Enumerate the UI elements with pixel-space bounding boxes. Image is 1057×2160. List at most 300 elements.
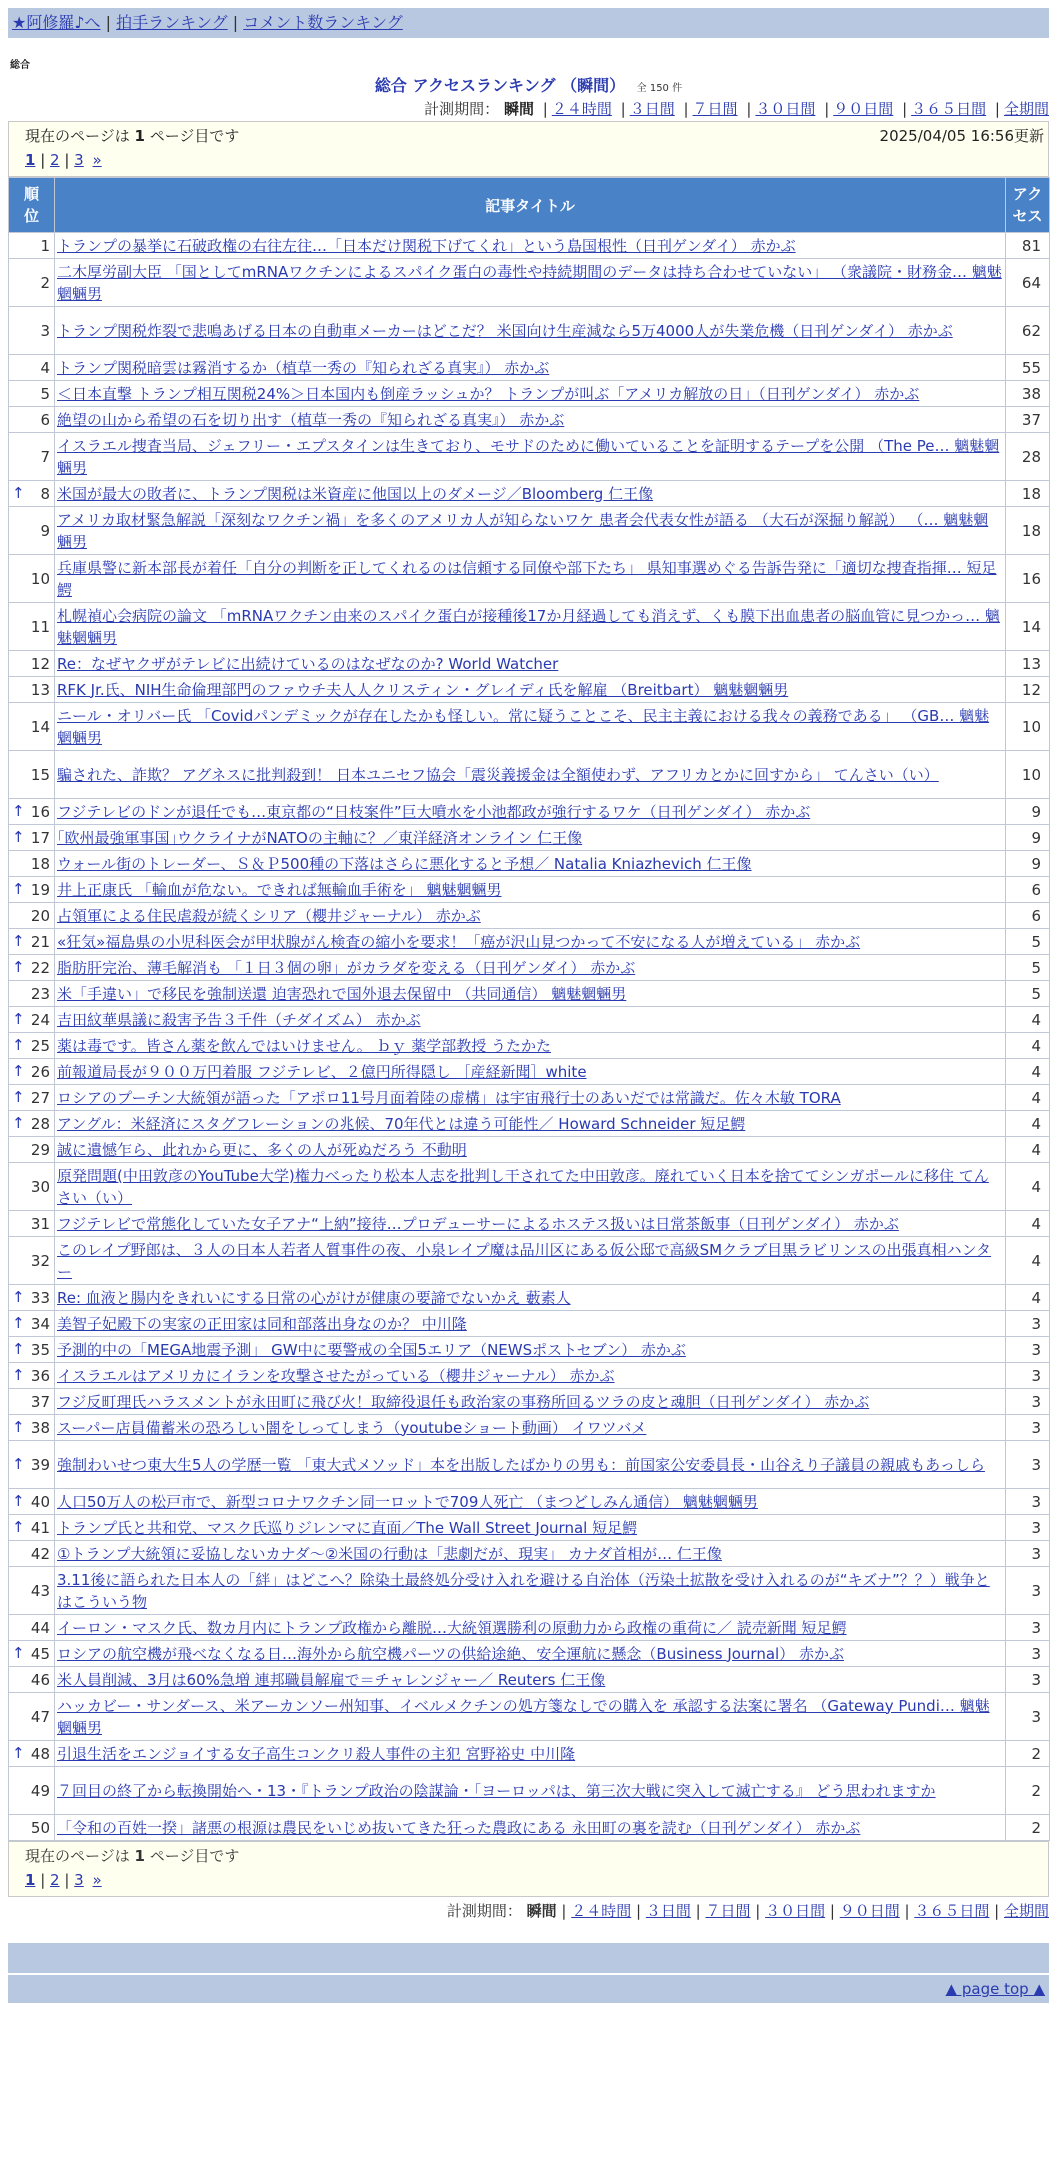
- rank-cell: [9, 1033, 55, 1059]
- rank-cell: [9, 1693, 55, 1741]
- nav-comment-ranking-link[interactable]: コメント数ランキング: [243, 13, 403, 32]
- rank-up-arrow-icon: ↑: [12, 1454, 25, 1473]
- ranking-table-body: [9, 233, 1050, 1841]
- rank-cell: [9, 1667, 55, 1693]
- article-title-link[interactable]: アングル：米経済にスタグフレーションの兆候、70年代とは違う可能性／ Howard Schneider 短足鰐: [57, 1114, 746, 1133]
- title-cell: [55, 929, 1006, 955]
- table-row: [9, 1415, 1050, 1441]
- table-row: [9, 1311, 1050, 1337]
- title-cell: [55, 1641, 1006, 1667]
- title-cell: [55, 799, 1006, 825]
- rank-cell: [9, 1415, 55, 1441]
- table-row: [9, 1615, 1050, 1641]
- article-title-link[interactable]: 米人員削減、3月は60%急増 連邦職員解雇で＝チャレンジャー／ Reuters 仁王像: [57, 1670, 606, 1689]
- page-top-link[interactable]: ▲ page top ▲: [945, 1980, 1045, 1998]
- rank-number: 42: [30, 1544, 50, 1563]
- rank-up-arrow-icon: ↑: [12, 827, 25, 846]
- title-cell: [55, 1615, 1006, 1641]
- section-label: 総合: [10, 60, 30, 71]
- article-title-link[interactable]: 美智子妃殿下の実家の正田家は同和部落出身なのか？ 中川隆: [57, 1314, 467, 1333]
- period-link-90d[interactable]: ９０日間: [839, 1902, 900, 1920]
- rank-number: 44: [30, 1618, 50, 1637]
- rank-cell: [9, 1363, 55, 1389]
- title-cell: [55, 1815, 1006, 1841]
- access-count: 4: [1006, 1111, 1050, 1137]
- rank-cell: [9, 929, 55, 955]
- rank-number: 22: [30, 958, 50, 977]
- access-count: 3: [1006, 1541, 1050, 1567]
- access-count: 81: [1006, 233, 1050, 259]
- rank-cell: [9, 555, 55, 603]
- rank-number: 23: [30, 984, 50, 1003]
- access-count: 4: [1006, 1163, 1050, 1211]
- table-row: [9, 481, 1050, 507]
- period-current: 瞬間: [503, 100, 534, 118]
- article-title-link[interactable]: 人口50万人の松戸市で、新型コロナワクチン同一ロットで709人死亡 （まつどしみん通信） 魑魅魍魎男: [57, 1492, 758, 1511]
- rank-number: 47: [30, 1707, 50, 1726]
- rank-cell: [9, 1211, 55, 1237]
- title-cell: [55, 1541, 1006, 1567]
- table-row: [9, 1441, 1050, 1489]
- rank-cell: [9, 1815, 55, 1841]
- rank-number: 1: [40, 236, 50, 255]
- rank-cell: [9, 407, 55, 433]
- article-title-link[interactable]: 兵庫県警に新本部長が着任「自分の判断を正してくれるのは信頼する同僚や部下たち」 県知事選めぐる告訴告発に「適切な捜査指揮… 短足鰐: [57, 558, 997, 599]
- table-row: [9, 825, 1050, 851]
- article-title-link[interactable]: 誠に遺憾乍ら、此れから更に、多くの人が死ぬだろう 不動明: [57, 1140, 467, 1159]
- table-row: [9, 1285, 1050, 1311]
- article-title-link[interactable]: 占領軍による住民虐殺が続くシリア（櫻井ジャーナル） 赤かぶ: [57, 906, 481, 925]
- title-cell: [55, 1441, 1006, 1489]
- access-count: 16: [1006, 555, 1050, 603]
- title-cell: [55, 1415, 1006, 1441]
- rank-number: 28: [30, 1114, 50, 1133]
- rank-cell: [9, 1007, 55, 1033]
- access-count: 3: [1006, 1415, 1050, 1441]
- access-count: 62: [1006, 307, 1050, 355]
- title-cell: [55, 955, 1006, 981]
- page-suffix: ページ目です: [149, 127, 240, 145]
- rank-up-arrow-icon: ↑: [12, 1417, 25, 1436]
- pager-bottom: [8, 1841, 1049, 1897]
- rank-cell: [9, 1389, 55, 1415]
- rank-up-arrow-icon: ↑: [12, 1517, 25, 1536]
- table-row: [9, 1489, 1050, 1515]
- article-title-link[interactable]: Re: 血液と腸内をきれいにする日常の心がけが健康の要諦でないかえ 藪素人: [57, 1288, 571, 1307]
- page-link-2[interactable]: 2: [50, 151, 60, 169]
- page-link-2[interactable]: 2: [50, 1871, 60, 1889]
- rank-up-arrow-icon: ↑: [12, 1313, 25, 1332]
- table-row: [9, 955, 1050, 981]
- access-count: 3: [1006, 1389, 1050, 1415]
- article-title-link[interactable]: フジ反町理氏ハラスメントが永田町に飛び火！取締役退任も政治家の事務所回るツラの皮と魂胆（日刊ゲンダイ） 赤かぶ: [57, 1392, 870, 1411]
- current-page-number: 1: [134, 127, 145, 145]
- period-link-7d[interactable]: ７日間: [692, 100, 738, 118]
- title-cell: [55, 481, 1006, 507]
- rank-up-arrow-icon: ↑: [12, 1061, 25, 1080]
- title-cell: [55, 1285, 1006, 1311]
- access-count: 4: [1006, 1237, 1050, 1285]
- article-title-link[interactable]: ロシアのプーチン大統領が語った「アポロ11号月面着陸の虚構」は宇宙飛行士のあいだでは常識だ。佐々木敏 TORA: [57, 1088, 841, 1107]
- title-cell: [55, 981, 1006, 1007]
- rank-cell: [9, 1741, 55, 1767]
- period-link-30d[interactable]: ３０日間: [765, 1902, 826, 1920]
- access-count: 3: [1006, 1515, 1050, 1541]
- article-title-link[interactable]: «狂気»福島県の小児科医会が甲状腺がん検査の縮小を要求！「癌が沢山見つかって不安になる人が増えている」 赤かぶ: [57, 932, 861, 951]
- table-row: [9, 1085, 1050, 1111]
- article-title-link[interactable]: アメリカ取材緊急解説「深刻なワクチン禍」を多くのアメリカ人が知らないワケ 患者会代表女性が語る （大石が深掘り解説） （… 魑魅魍魎男: [57, 510, 989, 551]
- rank-number: 16: [30, 802, 50, 821]
- rank-number: 34: [30, 1314, 50, 1333]
- ranking-title: [0, 75, 1057, 97]
- access-count: 4: [1006, 1085, 1050, 1111]
- article-title-link[interactable]: 薬は毒です。皆さん薬を飲んではいけません。 ｂｙ 薬学部教授 うたかた: [57, 1036, 552, 1055]
- table-row: [9, 1641, 1050, 1667]
- rank-number: 46: [30, 1670, 50, 1689]
- title-cell: [55, 259, 1006, 307]
- article-title-link[interactable]: 前報道局長が９００万円着服 フジテレビ、２億円所得隠し ［産経新聞］white: [57, 1062, 587, 1081]
- article-title-link[interactable]: Re：なぜヤクザがテレビに出続けているのはなぜなのか? World Watcher: [57, 654, 559, 673]
- period-link-3d[interactable]: ３日間: [645, 1902, 691, 1920]
- article-title-link[interactable]: トランプ関税炸裂で悲鳴あげる日本の自動車メーカーはどこだ？ 米国向け生産減なら5万4000人が失業危機（日刊ゲンダイ） 赤かぶ: [57, 321, 953, 340]
- pager-top: [8, 121, 1049, 177]
- period-label: 計測期間：: [424, 100, 500, 118]
- rank-cell: [9, 651, 55, 677]
- rank-number: 7: [40, 447, 50, 466]
- access-count: 5: [1006, 929, 1050, 955]
- nav-clap-ranking-link[interactable]: 拍手ランキング: [116, 13, 228, 32]
- article-title-link[interactable]: 「令和の百姓一揆」諸悪の根源は農民をいじめ抜いてきた狂った農政にある 永田町の裏を読む（日刊ゲンダイ） 赤かぶ: [57, 1818, 861, 1837]
- access-count: 10: [1006, 751, 1050, 799]
- rank-number: 8: [40, 484, 50, 503]
- table-row: [9, 233, 1050, 259]
- period-link-30d[interactable]: ３０日間: [755, 100, 816, 118]
- page-suffix: ページ目です: [149, 1847, 240, 1865]
- rank-up-arrow-icon: ↑: [12, 1087, 25, 1106]
- article-title-link[interactable]: ｢欧州最強軍事国｣ウクライナがNATOの主軸に？／東洋経済オンライン 仁王像: [57, 828, 583, 847]
- rank-up-arrow-icon: ↑: [12, 801, 25, 820]
- table-row: [9, 1137, 1050, 1163]
- access-count: 3: [1006, 1337, 1050, 1363]
- article-title-link[interactable]: ハッカビー・サンダース、米アーカンソー州知事、イベルメクチンの処方箋なしでの購入を 承認する法案に署名 （Gateway Pundi… 魑魅魍魎男: [57, 1696, 990, 1737]
- table-row: [9, 981, 1050, 1007]
- rank-cell: [9, 481, 55, 507]
- article-title-link[interactable]: 引退生活をエンジョイする女子高生コンクリ殺人事件の主犯 宮野裕史 中川隆: [57, 1744, 576, 1763]
- rank-cell: [9, 381, 55, 407]
- rank-up-arrow-icon: ↑: [12, 1339, 25, 1358]
- period-selector-bottom: 計測期間： 瞬間 | ２４時間 | ３日間 | ７日間 | ３０日間 | ９０日間 | ３６５日間 | 全期間: [446, 1902, 1049, 1920]
- rank-number: 12: [30, 654, 50, 673]
- rank-cell: [9, 1085, 55, 1111]
- table-row: [9, 1059, 1050, 1085]
- page-link-3[interactable]: 3: [74, 1871, 84, 1889]
- article-title-link[interactable]: スーパー店員備蓄米の恐ろしい闇をしってしまう（youtubeショート動画） イワツバメ: [57, 1418, 647, 1437]
- article-title-link[interactable]: 強制わいせつ東大生5人の学歴一覧 「東大式メソッド」本を出版したばかりの男も：前国家公安委員長・山谷えり子議員の親戚もあっしら: [57, 1455, 985, 1474]
- rank-number: 3: [40, 321, 50, 340]
- access-count: 4: [1006, 1007, 1050, 1033]
- current-page-text-bottom: [25, 1844, 1040, 1868]
- page-prefix: 現在のページは: [25, 1847, 130, 1865]
- article-title-link[interactable]: フジテレビのドンが退任でも…東京都の“日枝案件”巨大噴水を小池都政が強行するワケ（日刊ゲンダイ） 赤かぶ: [57, 802, 811, 821]
- article-title-link[interactable]: 札幌禎心会病院の論文 「mRNAワクチン由来のスパイク蛋白が接種後17か月経過しても消えず、くも膜下出血患者の脳血管に見つかっ… 魑魅魍魎男: [57, 606, 1000, 647]
- rank-number: 18: [30, 854, 50, 873]
- article-title-link[interactable]: ①トランプ大統領に妥協しないカナダ～②米国の行動は「悲劇だが、現実」 カナダ首相が… 仁王像: [57, 1544, 722, 1563]
- title-cell: [55, 851, 1006, 877]
- rank-number: 39: [30, 1455, 50, 1474]
- access-count: 3: [1006, 1489, 1050, 1515]
- rank-cell: [9, 981, 55, 1007]
- table-row: [9, 1211, 1050, 1237]
- rank-number: 30: [30, 1177, 50, 1196]
- period-link-90d[interactable]: ９０日間: [833, 100, 894, 118]
- page-link-1[interactable]: 1: [25, 1871, 36, 1889]
- article-title-link[interactable]: 吉田紋華県議に殺害予告３千件（チダイズム） 赤かぶ: [57, 1010, 421, 1029]
- title-cell: [55, 1567, 1006, 1615]
- article-title-link[interactable]: 予測的中の「MEGA地震予測」 GW中に要警戒の全国5エリア（NEWSポストセブン） 赤かぶ: [57, 1340, 686, 1359]
- access-count: 2: [1006, 1815, 1050, 1841]
- title-cell: [55, 1515, 1006, 1541]
- title-cell: [55, 1111, 1006, 1137]
- rank-cell: [9, 1541, 55, 1567]
- page-link-3[interactable]: 3: [74, 151, 84, 169]
- page-top-bar: [8, 1975, 1049, 2003]
- period-link-365d[interactable]: ３６５日間: [914, 1902, 990, 1920]
- title-cell: [55, 507, 1006, 555]
- nav-sep: |: [105, 13, 112, 32]
- article-title-link[interactable]: RFK Jr.氏、NIH生命倫理部門のファウチ夫人人クリスティン・グレイディ氏を解雇 （Breitbart） 魑魅魍魎男: [57, 680, 789, 699]
- rank-up-arrow-icon: ↑: [12, 1643, 25, 1662]
- article-title-link[interactable]: ロシアの航空機が飛べなくなる日…海外から航空機パーツの供給途絶、安全運航に懸念（Business Journal） 赤かぶ: [57, 1644, 844, 1663]
- rank-cell: [9, 799, 55, 825]
- access-count: 3: [1006, 1363, 1050, 1389]
- rank-number: 11: [30, 617, 50, 636]
- rank-number: 36: [30, 1366, 50, 1385]
- page-next-link[interactable]: »: [92, 151, 102, 169]
- title-cell: [55, 555, 1006, 603]
- ranking-title-text: 総合 アクセスランキング （瞬間）: [374, 76, 626, 95]
- page-links: 1 | 2 | 3 »: [25, 151, 102, 169]
- article-title-link[interactable]: 原発問題(中田敦彦のYouTube大学)権力べったり松本人志を批判し干されてた中田敦彦。廃れていく日本を捨ててシンガポールに移住 てんさい（い）: [57, 1166, 989, 1207]
- period-link-all[interactable]: 全期間: [1003, 1902, 1049, 1920]
- article-title-link[interactable]: 騙された、詐欺？ アグネスに批判殺到！ 日本ユニセフ協会「震災義援金は全額使わず、アフリカとかに回すから」 てんさい（い）: [57, 765, 939, 784]
- article-title-link[interactable]: フジテレビで常態化していた女子アナ“上納”接待…プロデューサーによるホステス扱いは日常茶飯事（日刊ゲンダイ） 赤かぶ: [57, 1214, 899, 1233]
- table-row: [9, 651, 1050, 677]
- article-title-link[interactable]: イスラエル捜査当局、ジェフリー・エプスタインは生きており、モサドのために働いていることを証明するテープを公開 （The Pe… 魑魅魍魎男: [57, 436, 1000, 477]
- rank-cell: [9, 1515, 55, 1541]
- rank-cell: [9, 877, 55, 903]
- rank-number: 37: [30, 1392, 50, 1411]
- rank-number: 19: [30, 880, 50, 899]
- access-count: 5: [1006, 955, 1050, 981]
- rank-cell: [9, 1059, 55, 1085]
- article-title-link[interactable]: イスラエルはアメリカにイランを攻撃させたがっている（櫻井ジャーナル） 赤かぶ: [57, 1366, 615, 1385]
- access-count: 4: [1006, 1033, 1050, 1059]
- rank-number: 50: [30, 1818, 50, 1837]
- article-title-link[interactable]: 絶望の山から希望の石を切り出す（植草一秀の『知られざる真実』） 赤かぶ: [57, 410, 565, 429]
- rank-number: 10: [30, 569, 50, 588]
- period-link-365d[interactable]: ３６５日間: [911, 100, 987, 118]
- period-link-24h[interactable]: ２４時間: [551, 100, 612, 118]
- table-row: [9, 1515, 1050, 1541]
- article-title-link[interactable]: 米国が最大の敗者に、トランプ関税は米資産に他国以上のダメージ／Bloomberg 仁王像: [57, 484, 654, 503]
- rank-cell: [9, 1441, 55, 1489]
- rank-number: 49: [30, 1781, 50, 1800]
- article-title-link[interactable]: 米「手違い」で移民を強制送還 迫害恐れで国外退去保留中 （共同通信） 魑魅魍魎男: [57, 984, 627, 1003]
- article-title-link[interactable]: トランプの暴挙に石破政権の右往左往…「日本だけ関税下げてくれ」という島国根性（日刊ゲンダイ） 赤かぶ: [57, 236, 796, 255]
- rank-cell: [9, 703, 55, 751]
- rank-number: 15: [30, 765, 50, 784]
- rank-cell: [9, 1311, 55, 1337]
- access-count: 37: [1006, 407, 1050, 433]
- page-link-1[interactable]: 1: [25, 151, 36, 169]
- table-row: [9, 1337, 1050, 1363]
- table-row: [9, 381, 1050, 407]
- title-cell: [55, 1741, 1006, 1767]
- rank-up-arrow-icon: ↑: [12, 1365, 25, 1384]
- title-cell: [55, 233, 1006, 259]
- table-row: [9, 1163, 1050, 1211]
- access-count: 4: [1006, 1285, 1050, 1311]
- title-cell: [55, 381, 1006, 407]
- rank-cell: [9, 355, 55, 381]
- rank-number: 17: [30, 828, 50, 847]
- article-title-link[interactable]: イーロン・マスク氏、数カ月内にトランプ政権から離脱…大統領選勝利の原動力から政権の重荷に／ 読売新聞 短足鰐: [57, 1618, 847, 1637]
- article-title-link[interactable]: 脂肪肝完治、薄毛解消も 「１日３個の卵」がカラダを変える（日刊ゲンダイ） 赤かぶ: [57, 958, 636, 977]
- article-title-link[interactable]: ＜日本直撃 トランプ相互関税24%＞日本国内も倒産ラッシュか？ トランプが叫ぶ「アメリカ解放の日」（日刊ゲンダイ） 赤かぶ: [57, 384, 920, 403]
- title-cell: [55, 651, 1006, 677]
- title-cell: [55, 1163, 1006, 1211]
- nav-sep: |: [232, 13, 239, 32]
- access-count: 3: [1006, 1311, 1050, 1337]
- table-row: [9, 1389, 1050, 1415]
- top-nav-bar: [8, 8, 1049, 38]
- table-row: [9, 751, 1050, 799]
- rank-cell: [9, 1111, 55, 1137]
- access-count: 28: [1006, 433, 1050, 481]
- table-row: [9, 1741, 1050, 1767]
- article-title-link[interactable]: ７回目の終了から転換開始へ・13・『トランプ政治の陰謀論・「ヨーロッパは、第三次大戦に突入して滅亡する』 どう思われますか: [57, 1781, 936, 1800]
- table-row: [9, 1815, 1050, 1841]
- access-count: 5: [1006, 981, 1050, 1007]
- article-title-link[interactable]: トランプ氏と共和党、マスク氏巡りジレンマに直面／The Wall Street Journal 短足鰐: [57, 1518, 638, 1537]
- period-link-all[interactable]: 全期間: [1003, 100, 1049, 118]
- rank-cell: [9, 307, 55, 355]
- rank-number: 33: [30, 1288, 50, 1307]
- col-rank-header: 順位: [9, 178, 55, 233]
- ranking-table: [8, 177, 1050, 1841]
- rank-cell: [9, 1641, 55, 1667]
- rank-number: 45: [30, 1644, 50, 1663]
- table-row: [9, 677, 1050, 703]
- title-cell: [55, 1211, 1006, 1237]
- access-count: 9: [1006, 799, 1050, 825]
- table-header-row: [9, 178, 1050, 233]
- article-title-link[interactable]: トランプ関税暗雲は霧消するか（植草一秀の『知られざる真実』） 赤かぶ: [57, 358, 550, 377]
- rank-number: 31: [30, 1214, 50, 1233]
- rank-up-arrow-icon: ↑: [12, 931, 25, 950]
- article-title-link[interactable]: ウォール街のトレーダー、Ｓ＆Ｐ500種の下落はさらに悪化すると予想／ Natalia Kniazhevich 仁王像: [57, 854, 752, 873]
- table-row: [9, 1693, 1050, 1741]
- table-row: [9, 407, 1050, 433]
- table-row: [9, 1111, 1050, 1137]
- rank-number: 29: [30, 1140, 50, 1159]
- title-cell: [55, 1337, 1006, 1363]
- title-cell: [55, 903, 1006, 929]
- title-cell: [55, 1085, 1006, 1111]
- rank-cell: [9, 903, 55, 929]
- table-row: [9, 877, 1050, 903]
- rank-number: 38: [30, 1418, 50, 1437]
- title-cell: [55, 1059, 1006, 1085]
- rank-number: 5: [40, 384, 50, 403]
- rank-up-arrow-icon: ↑: [12, 1035, 25, 1054]
- title-cell: [55, 355, 1006, 381]
- rank-number: 43: [30, 1581, 50, 1600]
- title-cell: [55, 1389, 1006, 1415]
- rank-cell: [9, 1489, 55, 1515]
- period-selector-top: 計測期間： 瞬間 | ２４時間 | ３日間 | ７日間 | ３０日間 | ９０日間 | ３６５日間 | 全期間: [424, 100, 1049, 118]
- access-count: 10: [1006, 703, 1050, 751]
- access-count: 18: [1006, 507, 1050, 555]
- period-link-3d[interactable]: ３日間: [629, 100, 675, 118]
- access-count: 3: [1006, 1693, 1050, 1741]
- title-cell: [55, 877, 1006, 903]
- article-title-link[interactable]: 井上正康氏 「輸血が危ない。できれば無輸血手術を」 魑魅魍魎男: [57, 880, 502, 899]
- rank-cell: [9, 1237, 55, 1285]
- rank-number: 24: [30, 1010, 50, 1029]
- article-title-link[interactable]: 3.11後に語られた日本人の「絆」はどこへ？除染土最終処分受け入れを避ける自治体（汚染土拡散を受け入れるのが“キズナ”？？）戦争とはこういう物: [57, 1570, 990, 1611]
- col-access-header: アクセス: [1006, 178, 1050, 233]
- table-row: [9, 1567, 1050, 1615]
- current-page-number: 1: [134, 1847, 145, 1865]
- rank-up-arrow-icon: ↑: [12, 957, 25, 976]
- rank-cell: [9, 433, 55, 481]
- article-title-link[interactable]: ニール・オリバー氏 「Covidパンデミックが存在したかも怪しい。常に疑うことこそ、民主主義における我々の義務である」 （GB… 魑魅魍魎男: [57, 706, 990, 747]
- title-cell: [55, 407, 1006, 433]
- title-cell: [55, 1237, 1006, 1285]
- page-next-link[interactable]: »: [92, 1871, 102, 1889]
- rank-number: 41: [30, 1518, 50, 1537]
- period-link-24h[interactable]: ２４時間: [571, 1902, 632, 1920]
- rank-cell: [9, 677, 55, 703]
- nav-home-link[interactable]: ★阿修羅♪へ: [12, 13, 101, 32]
- table-row: [9, 433, 1050, 481]
- rank-number: 9: [40, 521, 50, 540]
- period-link-7d[interactable]: ７日間: [705, 1902, 751, 1920]
- article-title-link[interactable]: このレイプ野郎は、３人の日本人若者人質事件の夜、小泉レイプ魔は品川区にある仮公邸で高級SMクラブ目黒ラビリンスの出張真相ハンター: [57, 1240, 992, 1281]
- table-row: [9, 1767, 1050, 1815]
- rank-cell: [9, 751, 55, 799]
- access-count: 9: [1006, 851, 1050, 877]
- rank-number: 6: [40, 410, 50, 429]
- rank-cell: [9, 507, 55, 555]
- rank-cell: [9, 1337, 55, 1363]
- rank-up-arrow-icon: ↑: [12, 1743, 25, 1762]
- table-row: [9, 1363, 1050, 1389]
- access-count: 3: [1006, 1641, 1050, 1667]
- article-title-link[interactable]: 二木厚労副大臣 「国としてmRNAワクチンによるスパイク蛋白の毒性や持続期間のデータは持ち合わせていない」 （衆議院・財務金… 魑魅魍魎男: [57, 262, 1002, 303]
- rank-cell: [9, 1567, 55, 1615]
- title-cell: [55, 1767, 1006, 1815]
- title-cell: [55, 1137, 1006, 1163]
- rank-number: 32: [30, 1251, 50, 1270]
- rank-cell: [9, 825, 55, 851]
- title-cell: [55, 677, 1006, 703]
- rank-cell: [9, 603, 55, 651]
- access-count: 13: [1006, 651, 1050, 677]
- title-cell: [55, 1033, 1006, 1059]
- table-row: [9, 259, 1050, 307]
